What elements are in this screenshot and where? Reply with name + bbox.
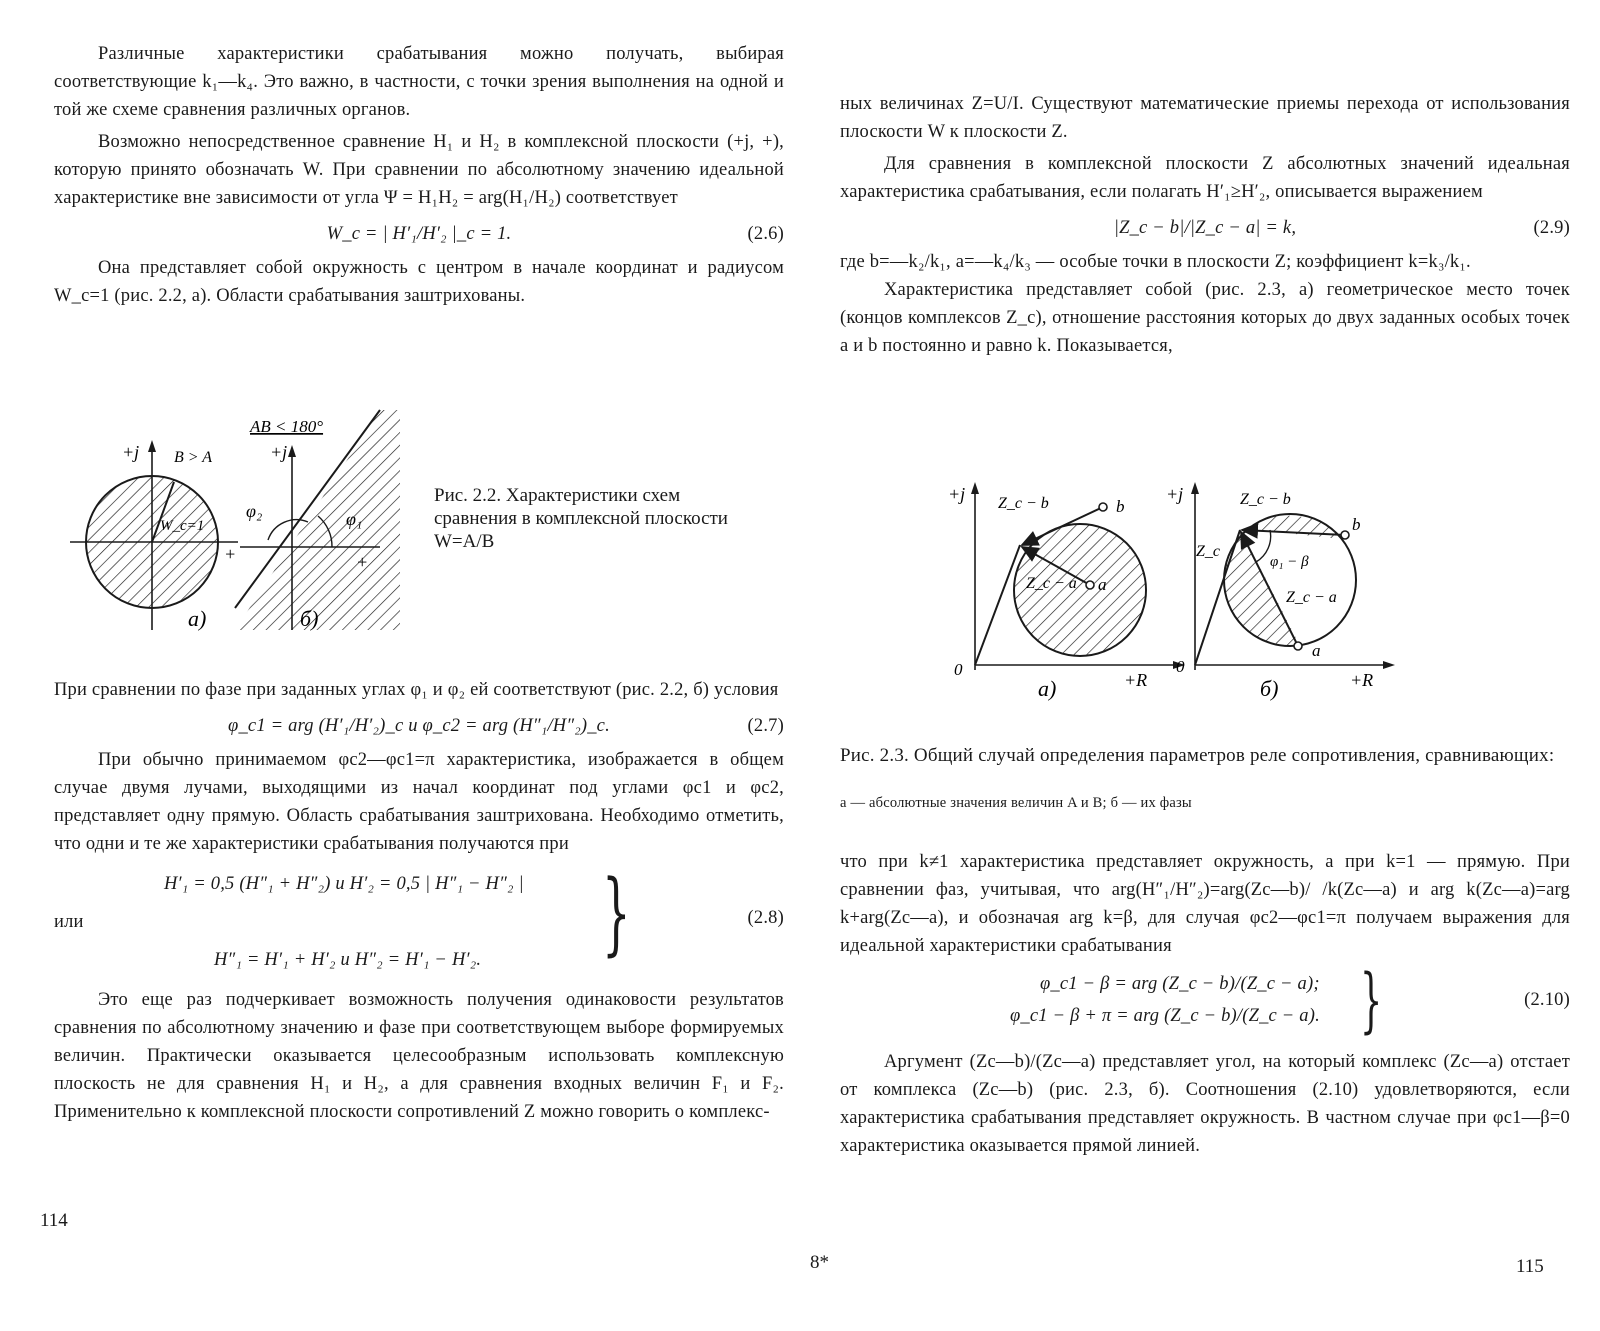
left-paragraph-1: Различные характеристики срабатывания можно получать, выбирая соответствующие k₁—k₄. Это важно, в частности, с точки зрения выполнения на одной и той же схеме сравнения различных органов. — [54, 44, 784, 120]
real-axis-arrow-b — [1383, 661, 1395, 669]
axis-plus-label-b: + — [356, 552, 369, 572]
point-a-a — [1086, 581, 1094, 589]
origin-label-b: 0 — [1176, 657, 1185, 676]
figure-2-2-b — [235, 410, 400, 631]
equation-number-2-9: (2.9) — [1533, 218, 1570, 238]
formula-2-6-expression: W_c = | H′₁/H′₂ |_c = 1. — [326, 224, 512, 244]
formula-2-8 — [54, 861, 784, 982]
equation-number-2-6: (2.6) — [747, 224, 784, 244]
figure-2-3-caption: Рис. 2.3. Общий случай определения параметров реле сопротивления, сравнивающих: — [840, 745, 1555, 766]
left-paragraph-4: При сравнении по фазе при заданных углах φ₁ и φ₂ ей соответствуют (рис. 2.2, б) условия — [54, 680, 779, 700]
left-text-bottom — [54, 676, 784, 1126]
left-paragraph-3: Она представляет собой окружность с центром в начале координат и радиусом W_c=1 (рис. 2.2, a). Области срабатывания заштрихованы. — [54, 258, 784, 306]
left-paragraph-5: При обычно принимаемом φc2—φc1=π характеристика, изображается в общем случае двумя лучами, выходящими из начал координат под углами φc1 и φc2, представляет одну прямую. Область срабатывания заштрихована. Необходимо отметить, что одни и те же характеристики срабатывания получаются при — [54, 750, 784, 854]
equation-number-2-8: (2.8) — [747, 908, 784, 928]
point-a-b — [1294, 642, 1302, 650]
figure-2-3 — [940, 470, 1410, 710]
equation-number-2-10: (2.10) — [1524, 990, 1570, 1010]
formula-2-8-line-2: H″₁ = H′₁ + H′₂ и H″₂ = H′₁ − H′₂. — [214, 950, 482, 970]
formula-2-10-line-2: φ_c1 − β + π = arg (Z_c − b)/(Z_c − a). — [1010, 1006, 1320, 1026]
right-text-bottom — [840, 848, 1570, 1160]
imag-axis-arrow — [148, 440, 156, 452]
point-b-b — [1341, 531, 1349, 539]
b-label-a: b — [1116, 497, 1125, 516]
left-paragraph-2: Возможно непосредственное сравнение H₁ и H₂ в комплексной плоскости (+j, +), которую принято обозначать W. При сравнении по абсолютному значению идеальной характеристике вне зависимости от угла Ψ = H₁H₂ = arg(H₁/H₂) соответствует — [54, 132, 784, 208]
operate-region-b-top — [1240, 514, 1350, 540]
axis-j-label-fig23a: +j — [948, 484, 966, 504]
axis-j-label-fig23b: +j — [1166, 484, 1184, 504]
zc-minus-b-label-b: Z_c − b — [1240, 491, 1291, 508]
left-text-top — [54, 40, 784, 310]
or-word: или — [54, 912, 84, 932]
figure-2-2-a — [70, 440, 238, 631]
brace: } — [602, 861, 631, 966]
phi-beta-label: φ₁ − β — [1270, 554, 1309, 570]
zc-minus-a-label-b: Z_c − a — [1286, 589, 1337, 606]
right-page — [800, 0, 1600, 1331]
axis-j-label-b: +j — [270, 442, 288, 462]
subfigure-a-label: a) — [188, 606, 207, 631]
phi1-label: φ₁ — [346, 509, 363, 529]
subfigure-b-label-fig23: б) — [1260, 676, 1279, 701]
right-paragraph-6: Аргумент (Zc—b)/(Zc—a) представляет угол, на который комплекс (Zc—a) отстает от комплекса (Zc—b) (рис. 2.3, б). Соотношения (2.10) удовлетворяются, если характеристика срабатывания представляет окружность. В частном случае при φc1—β=0 характеристика оказывается прямой линией. — [840, 1052, 1570, 1156]
phi-beta-arc — [1256, 530, 1271, 562]
signature-mark: 8* — [810, 1252, 829, 1273]
figure-2-2-caption: Рис. 2.2. Характеристики схем сравнения в комплексной плоскости W=A/B — [434, 485, 728, 552]
figure-2-3-a — [948, 482, 1185, 701]
formula-2-6 — [54, 220, 784, 254]
imag-axis-arrow-b — [1191, 482, 1199, 494]
axis-r-label-a: +R — [1124, 670, 1148, 690]
formula-2-7 — [54, 712, 784, 746]
left-page-number: 114 — [40, 1210, 68, 1231]
formula-2-7-expression: φ_c1 = arg (H′₁/H′₂)_c и φ_c2 = arg (H″₁/H″₂)_c. — [228, 716, 610, 736]
right-paragraph-3: где b=—k₂/k₁, a=—k₄/k₃ — особые точки в плоскости Z; коэффициент k=k₃/k₁. — [840, 252, 1471, 272]
zc-minus-b-label-a: Z_c − b — [998, 495, 1049, 512]
formula-2-8-line-1: H′₁ = 0,5 (H″₁ + H″₂) и H′₂ = 0,5 | H″₁ − H″₂ | — [164, 874, 524, 894]
right-page-number: 115 — [1516, 1256, 1544, 1277]
zc-label-b: Z_c — [1196, 543, 1220, 560]
axis-plus-label-a: + — [224, 544, 237, 564]
right-paragraph-4: Характеристика представляет собой (рис. 2.3, a) геометрическое место точек (концов комплексов Z_c), отношение расстояния которых до двух заданных особых точек a и b постоянно и равно k. Показывается, — [840, 280, 1570, 356]
right-text-top — [840, 90, 1570, 360]
origin-label-a: 0 — [954, 660, 963, 679]
subfigure-a-label-fig23: a) — [1038, 676, 1057, 701]
imag-axis-arrow-a — [971, 482, 979, 494]
left-paragraph-6: Это еще раз подчеркивает возможность получения одинаковости результатов сравнения по абсолютному значению и фазе при соответствующем выборе формируемых величин. Практически оказывается целесообразным использовать комплексную плоскость не для сравнения H₁ и H₂, а для сравнения входных величин F₁ и F₂. Применительно к комплексной плоскости сопротивлений Z можно говорить о комплекс- — [54, 990, 784, 1122]
formula-2-9 — [840, 214, 1570, 248]
equation-number-2-7: (2.7) — [747, 716, 784, 736]
wc-label: W_c=1 — [160, 518, 205, 534]
a-label-a: a — [1098, 575, 1107, 594]
axis-r-label-b: +R — [1350, 670, 1374, 690]
operate-region-b — [1220, 528, 1300, 646]
right-paragraph-2: Для сравнения в комплексной плоскости Z абсолютных значений идеальная характеристика срабатывания, если полагать H′₁≥H′₂, описывается выражением — [840, 154, 1570, 202]
figure-2-3-caption-sub: a — абсолютные значения величин A и B; б — их фазы — [840, 795, 1192, 811]
a-label-b: a — [1312, 641, 1321, 660]
subfigure-b-label: б) — [300, 606, 319, 631]
formula-2-10 — [840, 959, 1570, 1042]
phi2-label: φ₂ — [246, 501, 263, 521]
figure-2-2 — [60, 390, 400, 650]
imag-axis-arrow-b — [288, 445, 296, 457]
zc-minus-a-label-a: Z_c − a — [1026, 575, 1077, 592]
formula-2-9-expression: |Z_c − b|/|Z_c − a| = k, — [1113, 218, 1297, 238]
formula-2-10-line-1: φ_c1 − β = arg (Z_c − b)/(Z_c − a); — [1040, 974, 1320, 994]
right-paragraph-5: что при k≠1 характеристика представляет окружность, а при k=1 — прямую. При сравнении фаз, учитывая, что arg(H″₁/H″₂)=arg(Zc—b)/ /k(Zc—a) и arg k(Zc—a)=arg k+arg(Zc—a), и обозначая arg k=β, для случая φc2—φc1=π получаем выражения для идеальной характеристики срабатывания — [840, 852, 1570, 956]
b-label-b: b — [1352, 515, 1361, 534]
angle-condition-label: AB < 180° — [250, 417, 324, 436]
axis-j-label-a: +j — [122, 442, 140, 462]
ratio-label: B > A — [174, 449, 213, 466]
brace-2-10: } — [1360, 959, 1383, 1041]
right-paragraph-1: ных величинах Z=U/I. Существуют математические приемы перехода от использования плоскости W к плоскости Z. — [840, 94, 1570, 142]
figure-2-3-b — [1166, 482, 1395, 701]
zc-vector-a — [975, 545, 1020, 665]
point-b-a — [1099, 503, 1107, 511]
